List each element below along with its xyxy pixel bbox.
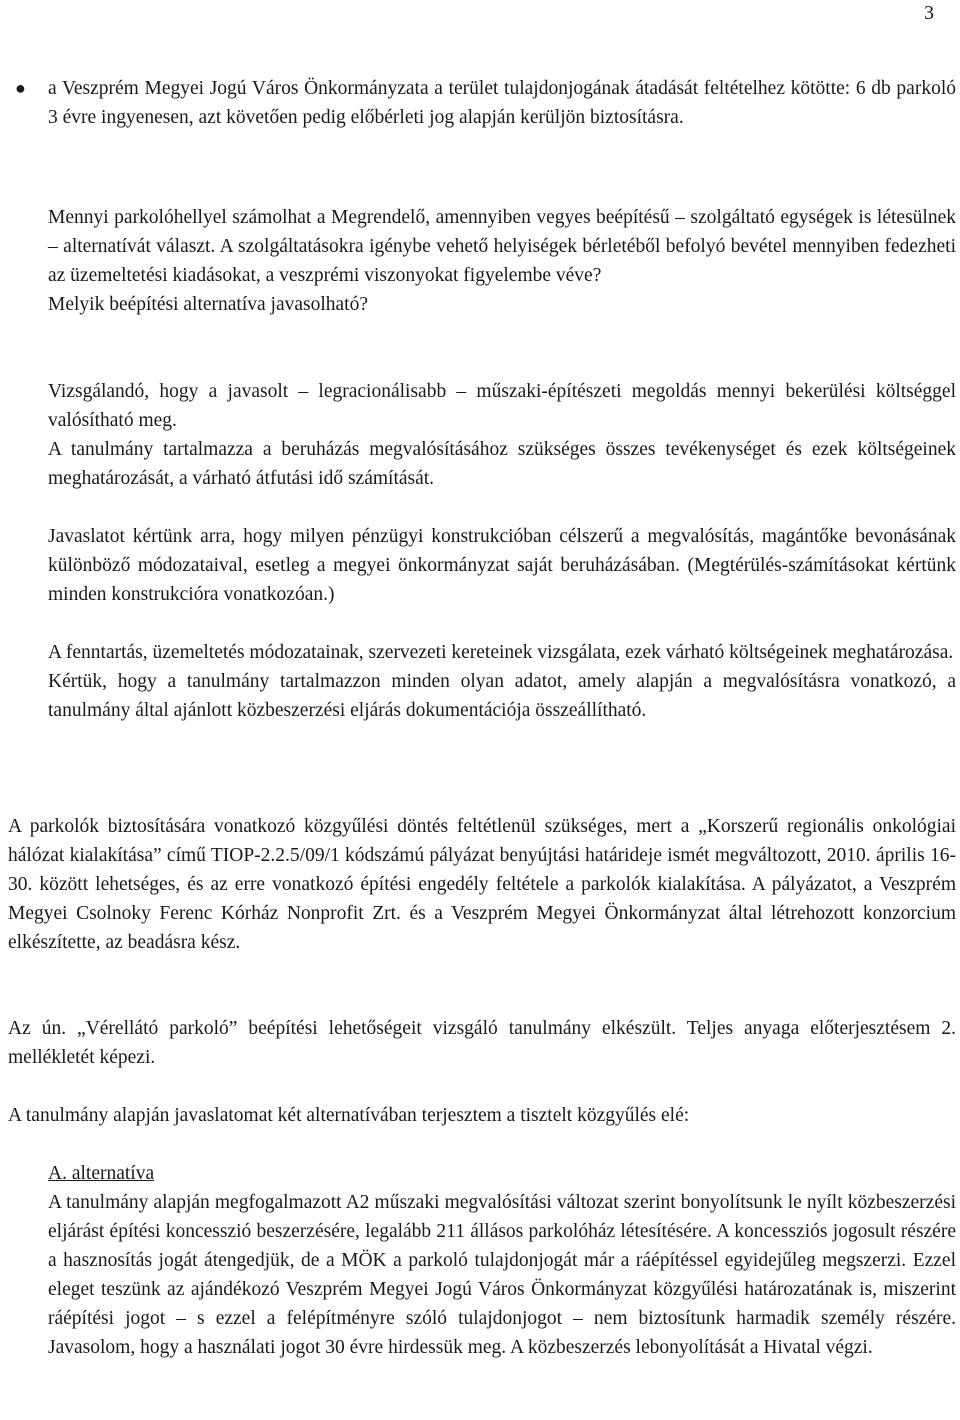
paragraph: A tanulmány tartalmazza a beruházás megvalósításához szükséges összes tevékenységet és ezek költségeinek meghatározását, a várható átfutási idő számítását. — [48, 439, 956, 489]
bullet-icon: ● — [15, 78, 26, 98]
section-study — [0, 1014, 960, 1072]
paragraph: Melyik beépítési alternatíva javasolható? — [48, 294, 369, 315]
page-number: 3 — [924, 2, 934, 24]
paragraph: A fenntartás, üzemeltetés módozatainak, szervezeti kereteinek vizsgálata, ezek várható költségeinek meghatározása. — [48, 642, 954, 663]
bullet-text: a Veszprém Megyei Jogú Város Önkormányzata a terület tulajdonjogának átadását feltételhez kötötte: 6 db parkoló 3 évre ingyenesen, azt követően pedig előbérleti jog alapján kerüljön biztosításra. — [48, 78, 956, 128]
section-proposal — [0, 1101, 960, 1130]
paragraph: A tanulmány alapján megfogalmazott A2 műszaki megvalósítási változat szerint bonyolítsunk le nyílt közbeszerzési eljárást építési koncesszió beszerzésére, legalább 211 állásos parkolóház létesítésére. A koncessziós jogosult részére a hasznosítás jogát átengedjük, de a MÖK a parkoló tulajdonjogát már a ráépítéssel egyidejűleg megszerzi. Ezzel eleget teszünk az ajándékozó Veszprém Megyei Jogú Város Önkormányzat közgyűlési határozatának is, miszerint ráépítési jogot – s ezzel a felépítményre szóló tulajdonjogot – nem biztosítunk harmadik személy részére. Javasolom, hogy a használati jogot 30 évre hirdessük meg. A közbeszerzés lebonyolítását a Hivatal végzi. — [48, 1192, 956, 1358]
section-operation — [0, 638, 960, 725]
paragraph: Javaslatot kértünk arra, hogy milyen pénzügyi konstrukcióban célszerű a megvalósítás, magántőke bevonásának különböző módozataival, esetleg a megyei önkormányzat saját beruházásában. (Megtérülés-számításokat kértünk minden konstrukcióra vonatkozóan.) — [48, 526, 956, 605]
alternative-heading: A. alternatíva — [48, 1163, 155, 1184]
bullet-list — [0, 74, 960, 132]
section-decision — [0, 812, 960, 957]
section-alternative-a — [0, 1159, 960, 1362]
paragraph: A tanulmány alapján javaslatomat két alternatívában terjesztem a tisztelt közgyűlés elé: — [8, 1105, 690, 1126]
section-financing — [0, 522, 960, 609]
paragraph: Mennyi parkolóhellyel számolhat a Megrendelő, amennyiben vegyes beépítésű – szolgáltató egységek is létesülnek – alternatívát választ. A szolgáltatásokra igénybe vehető helyiségek bérletéből befolyó bevétel mennyiben fedezheti az üzemeltetési kiadásokat, a veszprémi viszonyokat figyelembe véve? — [48, 207, 956, 286]
paragraph: Az ún. „Vérellátó parkoló” beépítési lehetőségeit vizsgáló tanulmány elkészült. Teljes anyaga előterjesztésem 2. mellékletét képezi. — [8, 1018, 956, 1068]
list-item — [0, 74, 960, 132]
section-parking-question — [0, 203, 960, 319]
paragraph: Vizsgálandó, hogy a javasolt – legracionálisabb – műszaki-építészeti megoldás mennyi bekerülési költséggel valósítható meg. — [48, 381, 956, 431]
paragraph: A parkolók biztosítására vonatkozó közgyűlési döntés feltétlenül szükséges, mert a „Korszerű regionális onkológiai hálózat kialakítása” című TIOP-2.2.5/09/1 kódszámú pályázat benyújtási határideje ismét megváltozott, 2010. április 16-30. között lehetséges, és az erre vonatkozó építési engedély feltétele a parkolók kialakítása. A pályázatot, a Veszprém Megyei Csolnoky Ferenc Kórház Nonprofit Zrt. és a Veszprém Megyei Önkormányzat által létrehozott konzorcium elkészítette, az beadásra kész. — [8, 816, 956, 953]
section-cost — [0, 377, 960, 493]
paragraph: Kértük, hogy a tanulmány tartalmazzon minden olyan adatot, amely alapján a megvalósításra vonatkozó, a tanulmány által ajánlott közbeszerzési eljárás dokumentációja összeállítható. — [48, 671, 956, 721]
